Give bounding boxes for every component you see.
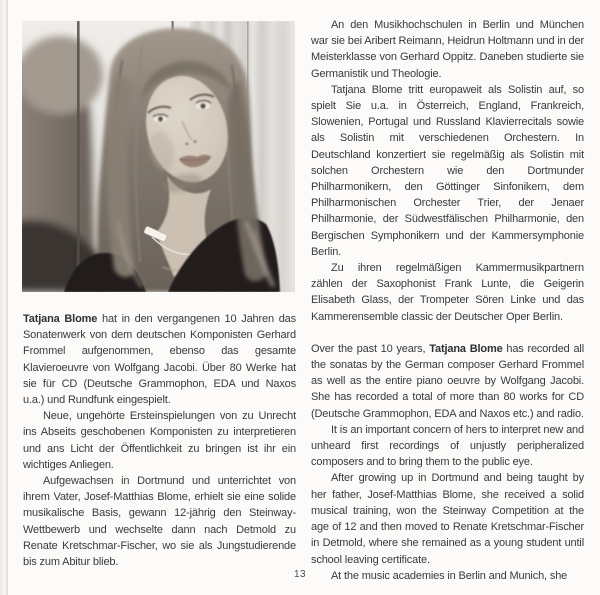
paragraph xyxy=(311,82,584,260)
paragraph xyxy=(311,422,584,471)
text-run: Aufgewachsen in Dortmund und unterrichtet von ihrem Vater, Josef-Matthias Blome, erhielt sie eine solide musikalische Basis, gewann 12-jährig den Steinway-Wettbewerb und wechselte dann nach Detmold zu Renate Kretschmar-Fischer, wo sie als Jungstudierende bis zum Abitur blieb. xyxy=(23,475,296,569)
text-run: An den Musikhochschulen in Berlin und München war sie bei Aribert Reimann, Heidrun Holtmann und in der Meisterklasse von Gerhard Oppitz. Daneben studierte sie Germanistik und Theologie. xyxy=(311,19,584,80)
text-run: It is an important concern of hers to interpret new and unheard first recordings of unjustly peripheralized composers and to bring them to the public eye. xyxy=(311,423,584,469)
bold-text-run: Tatjana Blome xyxy=(429,342,503,355)
bold-text-run: Tatjana Blome xyxy=(23,313,98,325)
mirror-edge-line xyxy=(77,21,80,292)
text-run: Neue, ungehörte Ersteinspielungen von zu Unrecht ins Abseits geschobenen Komponisten zu interpretieren und ans Licht der Öffentlichkeit zu bringen ist ihr ein wichtiges Anliegen. xyxy=(23,410,296,471)
text-run: At the music academies in Berlin and Munich, she xyxy=(331,569,568,582)
paragraph xyxy=(311,260,584,325)
paragraph xyxy=(311,341,584,422)
left-text-column xyxy=(23,311,296,570)
portrait-photo xyxy=(22,21,295,292)
text-run: Zu ihren regelmäßigen Kammermusikpartnern zählen der Saxophonist Frank Lunte, die Geigerin Elisabeth Glass, der Trompeter Sören Linke und das Kammerensemble classic der Deutscher Oper Berlin. xyxy=(311,262,584,323)
scan-edge-line xyxy=(6,0,8,595)
text-run: hat in den vergangenen 10 Jahren das Sonatenwerk von dem deutschen Komponisten Gerhard Frommel aufgenommen, ebenso das gesamte Klavieroeuvre von Wolfgang Jacobi. Über 80 Werke hat sie für CD (Deutsche Grammophon, EDA und Naxos u.a.) und Rundfunk eingespielt. xyxy=(23,313,296,407)
text-run: Tatjana Blome tritt europaweit als Solistin auf, so spielt Sie u.a. in Österreich, England, Frankreich, Slowenien, Portugal und Russland Klavierrecitals sowie als Solistin mit verschiedenen Orchestern. In Deutschland konzertiert sie regelmäßig als Solistin mit solchen Orchestern wie den Dortmunder Philharmonikern, den Göttinger Sinfonikern, dem Philharmonischen Orchester Trier, der Jenaer Philharmonie, der Südwestfälischen Philharmonie, den Bergischen Symphonikern und der Kammersymphonie Berlin. xyxy=(311,83,584,258)
portrait-photo-art xyxy=(22,21,295,292)
text-run: After growing up in Dortmund and being taught by her father, Josef-Matthias Blome, she received a solid musical training, won the Steinway Competition at the age of 12 and then moved to Renate Kretschmar-Fischer in Detmold, where she remained as a young student until school leaving certificate. xyxy=(311,472,584,566)
paragraph xyxy=(23,311,296,408)
text-run: has recorded all the sonatas by the German composer Gerhard Frommel as well as the entire piano oeuvre by Wolfgang Jacobi. She has recorded a total of more than 80 works for CD (Deutsche Grammophon, EDA and Naxos etc.) and radio. xyxy=(311,342,585,420)
paragraph xyxy=(311,470,584,567)
paragraph xyxy=(23,408,296,473)
text-run: Over the past 10 years, xyxy=(311,342,430,355)
paragraph xyxy=(23,473,296,570)
paragraph xyxy=(311,17,584,82)
page-number: 13 xyxy=(293,569,307,580)
right-text-column xyxy=(311,17,584,584)
